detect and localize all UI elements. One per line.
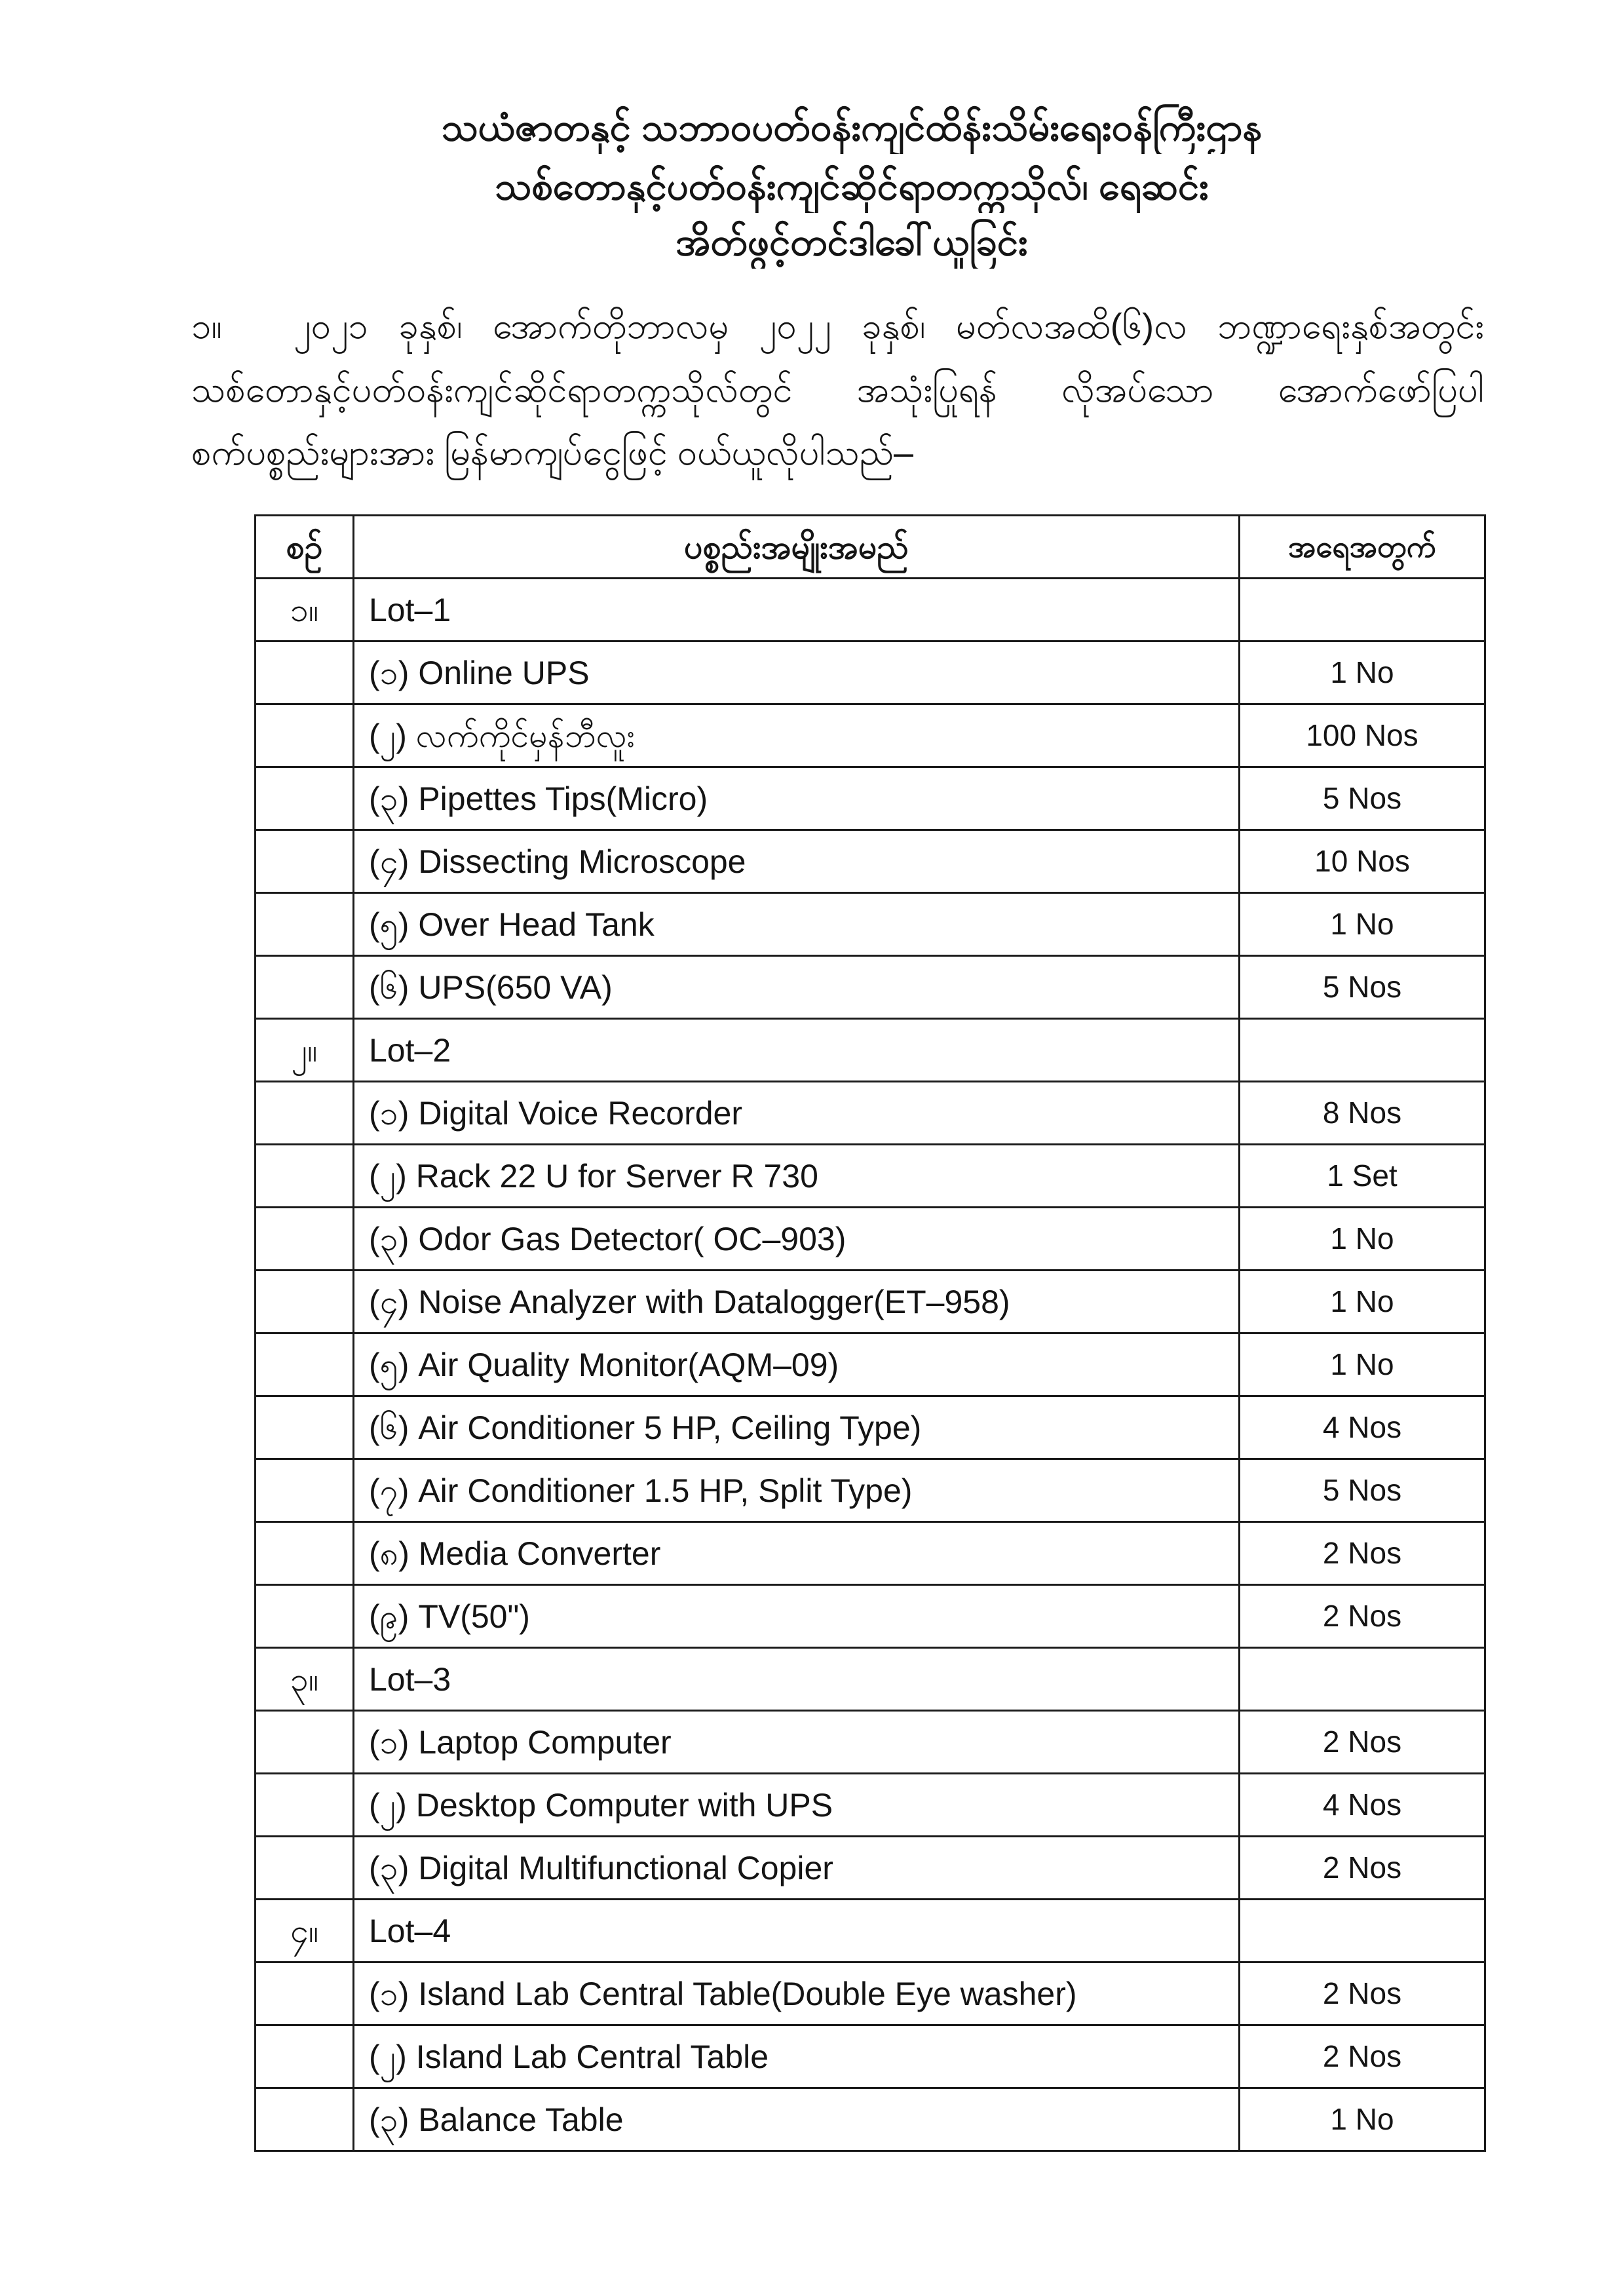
lot-serial: ၄။ bbox=[256, 1900, 354, 1962]
item-name: (၁) Island Lab Central Table(Double Eye washer) bbox=[354, 1962, 1240, 2025]
item-serial-empty bbox=[256, 1585, 354, 1648]
item-row bbox=[256, 704, 1485, 767]
lot-serial: ၂။ bbox=[256, 1019, 354, 1082]
item-quantity: 2 Nos bbox=[1240, 1585, 1485, 1648]
item-serial-empty bbox=[256, 1837, 354, 1900]
item-quantity: 2 Nos bbox=[1240, 1711, 1485, 1774]
item-serial-empty bbox=[256, 893, 354, 956]
item-name: (၃) Pipettes Tips(Micro) bbox=[354, 767, 1240, 830]
item-quantity: 5 Nos bbox=[1240, 1459, 1485, 1522]
item-name: (၁) Digital Voice Recorder bbox=[354, 1082, 1240, 1145]
item-row bbox=[256, 1585, 1485, 1648]
item-serial-empty bbox=[256, 2088, 354, 2151]
item-row bbox=[256, 1271, 1485, 1333]
item-name: (၂) Rack 22 U for Server R 730 bbox=[354, 1145, 1240, 1208]
item-row bbox=[256, 767, 1485, 830]
item-row bbox=[256, 893, 1485, 956]
paragraph-number: ၁။ bbox=[191, 307, 222, 346]
lot-quantity-empty bbox=[1240, 1648, 1485, 1711]
item-serial-empty bbox=[256, 1522, 354, 1585]
item-quantity: 100 Nos bbox=[1240, 704, 1485, 767]
item-quantity: 10 Nos bbox=[1240, 830, 1485, 893]
item-row bbox=[256, 1082, 1485, 1145]
item-quantity: 2 Nos bbox=[1240, 1522, 1485, 1585]
tender-subject-title: အိတ်ဖွင့်တင်ဒါခေါ်ယူခြင်း bbox=[675, 221, 1028, 263]
item-quantity: 5 Nos bbox=[1240, 767, 1485, 830]
item-name: (၉) TV(50") bbox=[354, 1585, 1240, 1648]
item-quantity: 2 Nos bbox=[1240, 1837, 1485, 1900]
item-row bbox=[256, 2088, 1485, 2151]
item-row bbox=[256, 1333, 1485, 1396]
item-name: (၂) Desktop Computer with UPS bbox=[354, 1774, 1240, 1837]
item-row bbox=[256, 1711, 1485, 1774]
item-name: (၂) လက်ကိုင်မှန်ဘီလူး bbox=[354, 704, 1240, 767]
header-item-name: ပစ္စည်းအမျိုးအမည် bbox=[354, 516, 1240, 579]
item-name: (၁) Laptop Computer bbox=[354, 1711, 1240, 1774]
ministry-title: သယံဇာတနှင့် သဘာဝပတ်ဝန်းကျင်ထိန်းသိမ်းရေးဝန်ကြီးဌာန bbox=[441, 106, 1263, 149]
item-name: (၆) Air Conditioner 5 HP, Ceiling Type) bbox=[354, 1396, 1240, 1459]
item-quantity: 4 Nos bbox=[1240, 1396, 1485, 1459]
item-serial-empty bbox=[256, 830, 354, 893]
intro-line-2: သစ်တောနှင့်ပတ်ဝန်းကျင်ဆိုင်ရာတက္ကသိုလ်တွင် အသုံးပြုရန် လိုအပ်သော အောက်ဖော်ပြပါ bbox=[191, 370, 1484, 410]
intro-line-1: ၂၀၂၁ ခုနှစ်၊ အောက်တိုဘာလမှ ၂၀၂၂ ခုနှစ်၊ မတ်လအထိ(၆)လ ဘဏ္ဍာရေးနှစ်အတွင်း bbox=[294, 307, 1484, 346]
item-row bbox=[256, 956, 1485, 1019]
lot-label: Lot–2 bbox=[354, 1019, 1240, 1082]
item-row bbox=[256, 1522, 1485, 1585]
item-serial-empty bbox=[256, 1962, 354, 2025]
table-header-row bbox=[256, 516, 1485, 579]
item-quantity: 1 No bbox=[1240, 1271, 1485, 1333]
item-quantity: 4 Nos bbox=[1240, 1774, 1485, 1837]
item-serial-empty bbox=[256, 956, 354, 1019]
item-serial-empty bbox=[256, 1459, 354, 1522]
item-quantity: 8 Nos bbox=[1240, 1082, 1485, 1145]
intro-line-3: စက်ပစ္စည်းများအား မြန်မာကျပ်ငွေဖြင့် ဝယ်ယူလိုပါသည်– bbox=[191, 433, 914, 472]
item-quantity: 5 Nos bbox=[1240, 956, 1485, 1019]
item-row bbox=[256, 641, 1485, 704]
lot-quantity-empty bbox=[1240, 579, 1485, 641]
lot-label: Lot–3 bbox=[354, 1648, 1240, 1711]
lot-row bbox=[256, 1019, 1485, 1082]
item-quantity: 2 Nos bbox=[1240, 2025, 1485, 2088]
item-name: (၇) Air Conditioner 1.5 HP, Split Type) bbox=[354, 1459, 1240, 1522]
item-name: (၈) Media Converter bbox=[354, 1522, 1240, 1585]
item-name: (၂) Island Lab Central Table bbox=[354, 2025, 1240, 2088]
item-row bbox=[256, 2025, 1485, 2088]
item-quantity: 1 No bbox=[1240, 2088, 1485, 2151]
item-name: (၁) Online UPS bbox=[354, 641, 1240, 704]
item-row bbox=[256, 1396, 1485, 1459]
item-serial-empty bbox=[256, 2025, 354, 2088]
item-row bbox=[256, 1208, 1485, 1271]
items-table bbox=[254, 514, 1486, 2152]
item-serial-empty bbox=[256, 1333, 354, 1396]
item-row bbox=[256, 1774, 1485, 1837]
item-row bbox=[256, 1837, 1485, 1900]
item-serial-empty bbox=[256, 1774, 354, 1837]
item-serial-empty bbox=[256, 1145, 354, 1208]
item-serial-empty bbox=[256, 1711, 354, 1774]
lot-label: Lot–1 bbox=[354, 579, 1240, 641]
item-quantity: 1 No bbox=[1240, 641, 1485, 704]
item-name: (၃) Digital Multifunctional Copier bbox=[354, 1837, 1240, 1900]
header-quantity: အရေအတွက် bbox=[1240, 516, 1485, 579]
item-name: (၄) Noise Analyzer with Datalogger(ET–958) bbox=[354, 1271, 1240, 1333]
lot-quantity-empty bbox=[1240, 1900, 1485, 1962]
lot-label: Lot–4 bbox=[354, 1900, 1240, 1962]
item-serial-empty bbox=[256, 1082, 354, 1145]
lot-serial: ၁။ bbox=[256, 579, 354, 641]
lot-row bbox=[256, 1648, 1485, 1711]
item-name: (၃) Odor Gas Detector( OC–903) bbox=[354, 1208, 1240, 1271]
item-name: (၅) Over Head Tank bbox=[354, 893, 1240, 956]
item-serial-empty bbox=[256, 1208, 354, 1271]
item-serial-empty bbox=[256, 704, 354, 767]
item-serial-empty bbox=[256, 641, 354, 704]
item-row bbox=[256, 1145, 1485, 1208]
item-quantity: 2 Nos bbox=[1240, 1962, 1485, 2025]
item-name: (၃) Balance Table bbox=[354, 2088, 1240, 2151]
item-quantity: 1 No bbox=[1240, 1208, 1485, 1271]
lot-row bbox=[256, 1900, 1485, 1962]
item-serial-empty bbox=[256, 1271, 354, 1333]
lot-row bbox=[256, 579, 1485, 641]
item-serial-empty bbox=[256, 1396, 354, 1459]
item-name: (၄) Dissecting Microscope bbox=[354, 830, 1240, 893]
item-quantity: 1 No bbox=[1240, 893, 1485, 956]
lot-quantity-empty bbox=[1240, 1019, 1485, 1082]
item-quantity: 1 Set bbox=[1240, 1145, 1485, 1208]
header-serial: စဉ် bbox=[256, 516, 354, 579]
item-name: (၆) UPS(650 VA) bbox=[354, 956, 1240, 1019]
item-row bbox=[256, 1459, 1485, 1522]
item-row bbox=[256, 1962, 1485, 2025]
item-quantity: 1 No bbox=[1240, 1333, 1485, 1396]
university-title: သစ်တောနှင့်ပတ်ဝန်းကျင်ဆိုင်ရာတက္ကသိုလ်၊ ရေဆင်း bbox=[495, 165, 1209, 208]
item-serial-empty bbox=[256, 767, 354, 830]
lot-serial: ၃။ bbox=[256, 1648, 354, 1711]
item-name: (၅) Air Quality Monitor(AQM–09) bbox=[354, 1333, 1240, 1396]
item-row bbox=[256, 830, 1485, 893]
